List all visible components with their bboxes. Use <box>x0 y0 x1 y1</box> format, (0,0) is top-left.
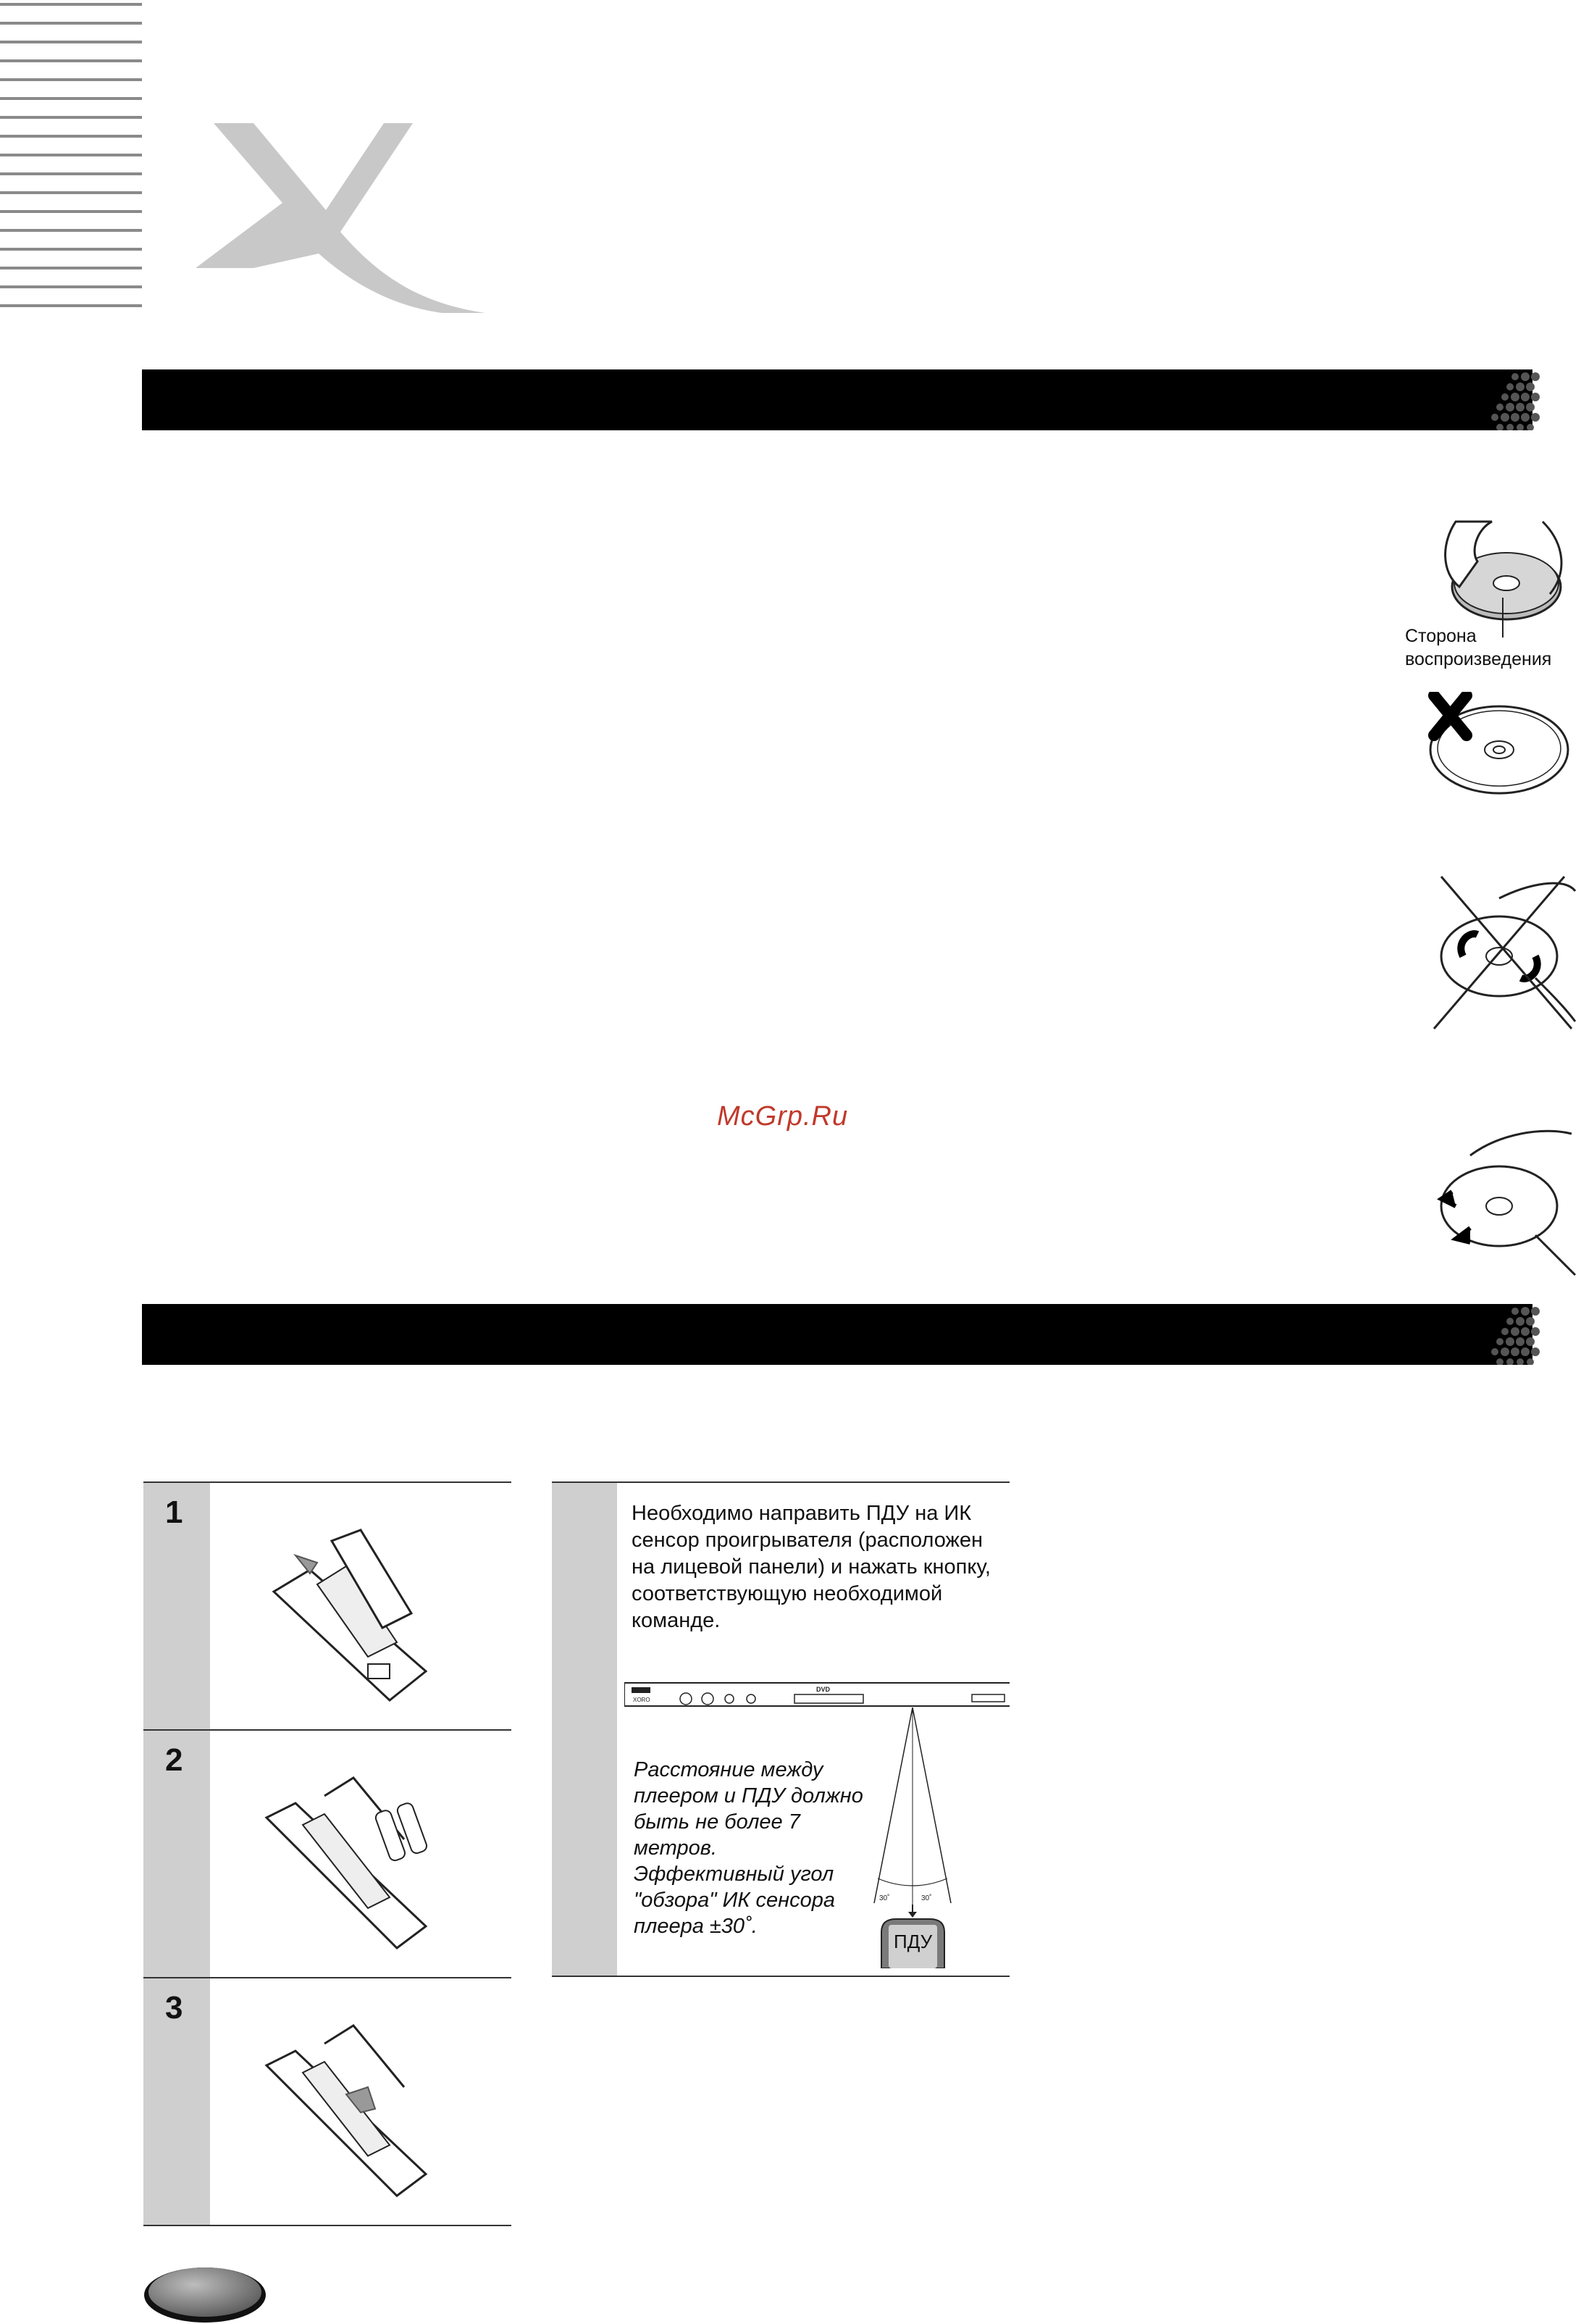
step-number: 3 <box>165 1990 183 2026</box>
disc-holding-illustration <box>1427 493 1581 638</box>
step-number-bar <box>143 1978 210 2225</box>
remote-usage-side-bar <box>552 1483 617 1976</box>
disc-side-caption <box>1405 624 1551 671</box>
page-number-oval <box>142 2260 268 2323</box>
disc-wrong-cleaning-illustration <box>1427 869 1579 1036</box>
remote-open-cover-illustration <box>259 1526 433 1708</box>
remote-usage-box <box>552 1481 1010 1977</box>
battery-step-3 <box>143 1977 511 2226</box>
battery-steps-table <box>143 1481 511 2226</box>
angle-right-label: 30˚ <box>921 1894 932 1902</box>
halftone-dots-icon <box>1438 369 1540 430</box>
step-number: 2 <box>165 1742 183 1778</box>
header-stripes <box>0 0 142 319</box>
step-number: 1 <box>165 1495 183 1530</box>
angle-left-label: 30˚ <box>879 1894 890 1902</box>
section-header-bar-2 <box>142 1304 1532 1365</box>
player-brand-label: XORO <box>633 1697 650 1703</box>
watermark-text: McGrp.Ru <box>717 1101 849 1132</box>
disc-caption-line2: воспроизведения <box>1405 649 1552 669</box>
step-number-bar <box>143 1731 210 1977</box>
remote-label: ПДУ <box>894 1931 933 1952</box>
battery-step-1 <box>143 1481 511 1729</box>
brand-x-logo <box>196 123 492 319</box>
disc-correct-cleaning-illustration <box>1427 1119 1579 1279</box>
step-number-bar <box>143 1483 210 1729</box>
remote-insert-batteries-illustration <box>259 1774 433 1955</box>
player-model-label: DVD <box>816 1686 831 1693</box>
remote-instruction-text: Необходимо направить ПДУ на ИК сенсор проигрывателя (расположен на лицевой панели) и нажать кнопку, соответствующую необходимой команде. <box>632 1502 991 1632</box>
disc-caption-line1: Сторона <box>1405 626 1477 646</box>
remote-distance-note: Расстояние между плеером и ПДУ должно быть не более 7 метров. Эффективный угол "обзора" ИК сенсора плеера ±30˚. <box>634 1758 863 1938</box>
battery-step-2 <box>143 1729 511 1977</box>
disc-no-touch-illustration <box>1427 692 1572 801</box>
remote-close-cover-illustration <box>259 2022 433 2203</box>
halftone-dots-icon <box>1438 1304 1540 1365</box>
section-header-bar-1 <box>142 369 1532 430</box>
